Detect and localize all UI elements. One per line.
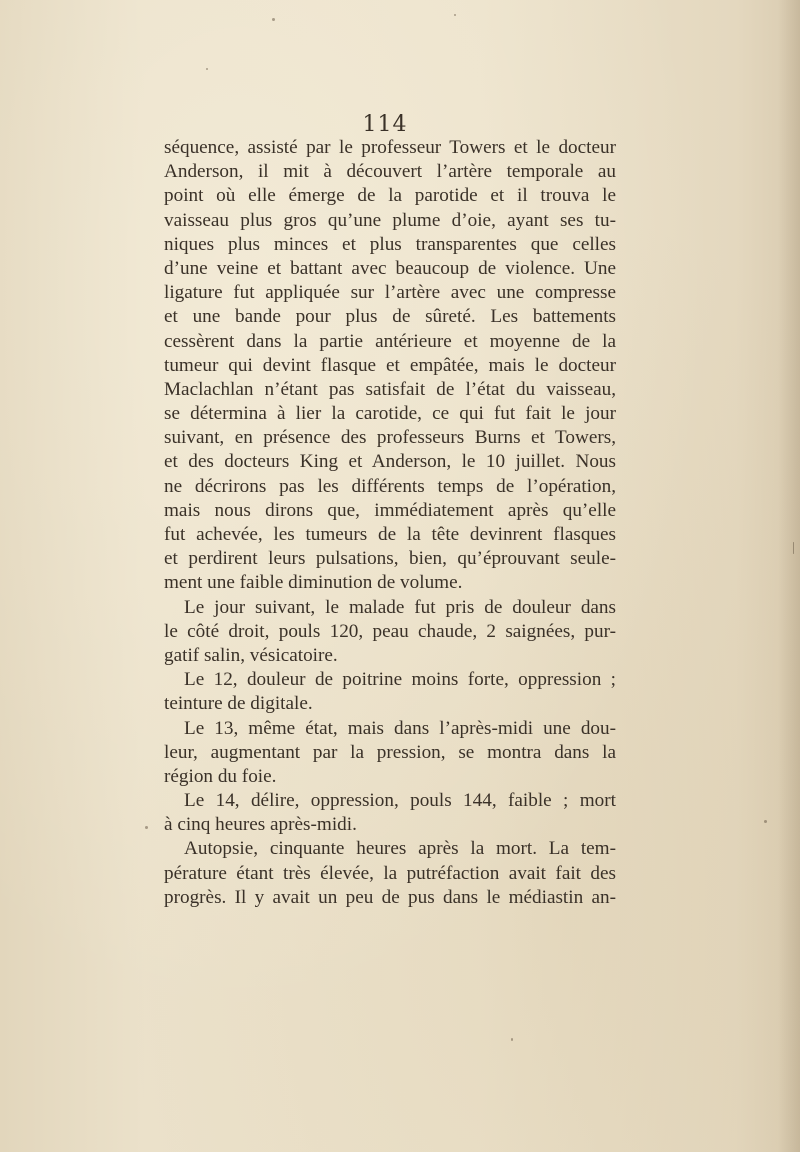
paragraph-end-line: ment une faible diminution de volume.	[164, 572, 463, 594]
text-line: le côté droit, pouls 120, peau chaude, 2 saignées, pur-	[164, 620, 616, 642]
text-line: et perdirent leurs pulsations, bien, qu’éprouvant seule-	[164, 548, 616, 570]
text-line: mais nous dirons que, immédiatement après qu’elle	[164, 499, 616, 521]
paragraph-end-line: région du foie.	[164, 765, 277, 787]
paragraph-first-line: Le 13, même état, mais dans l’après-midi une dou-	[184, 717, 616, 739]
paper-speck	[145, 826, 148, 829]
text-line: Anderson, il mit à découvert l’artère temporale au	[164, 161, 616, 183]
text-line: pérature étant très élevée, la putréfaction avait fait des	[164, 862, 616, 884]
text-line: séquence, assisté par le professeur Towers et le docteur	[164, 137, 616, 158]
paragraph-first-line: Le 14, délire, oppression, pouls 144, faible ; mort	[184, 790, 616, 812]
paper-speck	[454, 14, 456, 16]
text-line: fut achevée, les tumeurs de la tête devinrent flasques	[164, 524, 616, 545]
paragraph-end-line: gatif salin, vésicatoire.	[164, 644, 338, 666]
paragraph-first-line: Le jour suivant, le malade fut pris de douleur dans	[184, 596, 616, 618]
page-edge-shadow	[778, 0, 800, 1152]
text-line: Maclachlan n’étant pas satisfait de l’état du vaisseau,	[164, 378, 616, 400]
body-text	[164, 136, 616, 910]
paper-speck	[272, 18, 275, 21]
text-line: ligature fut appliquée sur l’artère avec une compresse	[164, 282, 616, 304]
text-line: vaisseau plus gros qu’une plume d’oie, ayant ses tu-	[164, 209, 616, 231]
text-line: cessèrent dans la partie antérieure et moyenne de la	[164, 330, 616, 352]
text-line: et des docteurs King et Anderson, le 10 juillet. Nous	[164, 451, 616, 473]
text-line: d’une veine et battant avec beaucoup de violence. Une	[164, 257, 616, 279]
text-line: ne décrirons pas les différents temps de l’opération,	[164, 475, 616, 497]
paper-speck	[764, 820, 767, 823]
text-line: suivant, en présence des professeurs Burns et Towers,	[164, 427, 616, 449]
text-line: point où elle émerge de la parotide et il trouva le	[164, 185, 616, 207]
paper-speck	[511, 1038, 513, 1041]
paragraph-end-line: à cinq heures après-midi.	[164, 814, 357, 836]
paper-speck	[793, 542, 794, 554]
paragraph-first-line: Le 12, douleur de poitrine moins forte, oppression ;	[184, 669, 616, 691]
paper-speck	[206, 68, 208, 70]
paragraph-end-line: teinture de digitale.	[164, 693, 313, 715]
paragraph-first-line: Autopsie, cinquante heures après la mort. La tem-	[184, 838, 616, 860]
text-line: niques plus minces et plus transparentes que celles	[164, 233, 616, 255]
text-line: et une bande pour plus de sûreté. Les battements	[164, 306, 616, 328]
text-line: leur, augmentant par la pression, se montra dans la	[164, 741, 616, 763]
text-line: tumeur qui devint flasque et empâtée, mais le docteur	[164, 354, 616, 376]
text-line: se détermina à lier la carotide, ce qui fut fait le jour	[164, 403, 616, 425]
page-number: 114	[362, 112, 408, 137]
text-line: progrès. Il y avait un peu de pus dans le médiastin an-	[164, 886, 616, 908]
